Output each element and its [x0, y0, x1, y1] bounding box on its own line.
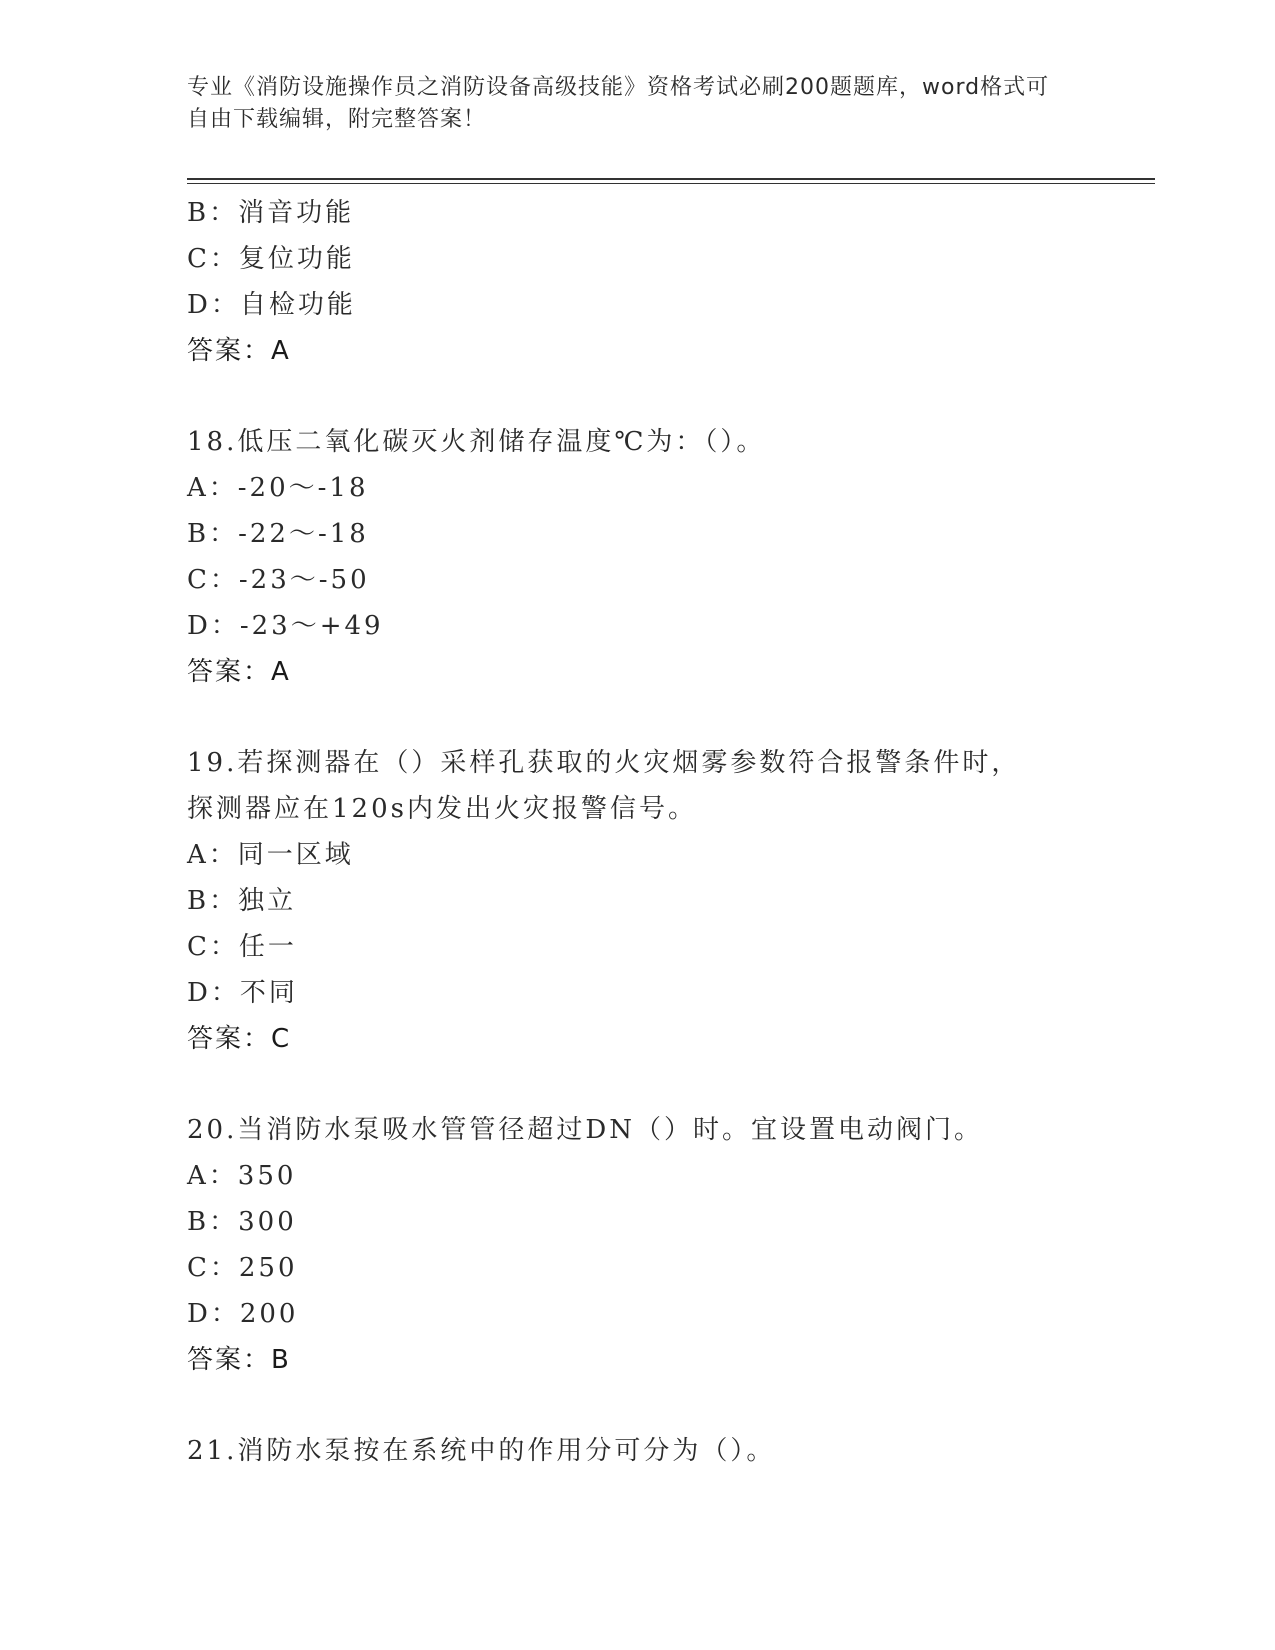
- option-d: D：自检功能: [187, 290, 356, 320]
- question-stem: 21.消防水泵按在系统中的作用分可分为（）。: [187, 1436, 776, 1466]
- question-21: [187, 1428, 1087, 1474]
- option-a: A：350: [187, 1161, 297, 1191]
- question-17-continuation: [187, 190, 1087, 374]
- answer-line: 答案：B: [187, 1345, 291, 1375]
- question-stem: 19.若探测器在（）采样孔获取的火灾烟雾参数符合报警条件时，探测器应在120s内发出火灾报警信号。: [187, 748, 1021, 824]
- option-b: B：-22～-18: [187, 519, 369, 549]
- answer-line: 答案：A: [187, 336, 291, 366]
- option-c: C：任一: [187, 932, 297, 962]
- question-18: [187, 419, 1087, 695]
- answer-line: 答案：C: [187, 1024, 292, 1054]
- option-c: C：250: [187, 1253, 298, 1283]
- option-d: D：-23～+49: [187, 611, 384, 641]
- option-c: C：-23～-50: [187, 565, 370, 595]
- option-b: B：300: [187, 1207, 297, 1237]
- question-stem: 20.当消防水泵吸水管管径超过DN（）时。宜设置电动阀门。: [187, 1115, 983, 1145]
- header-divider-thin: [187, 183, 1155, 184]
- option-b: B：消音功能: [187, 198, 355, 228]
- question-list: [187, 190, 1087, 1474]
- option-a: A：-20～-18: [187, 473, 369, 503]
- question-stem: 18.低压二氧化碳灭火剂储存温度℃为：（）。: [187, 427, 766, 457]
- document-header: 专业《消防设施操作员之消防设备高级技能》资格考试必刷200题题库，word格式可自由下载编辑，附完整答案！: [187, 75, 1050, 132]
- question-20: [187, 1107, 1087, 1383]
- option-d: D：200: [187, 1299, 299, 1329]
- header-divider: [187, 178, 1155, 180]
- answer-line: 答案：A: [187, 657, 291, 687]
- option-a: A：同一区域: [187, 840, 354, 870]
- question-19: [187, 740, 1087, 1062]
- option-d: D：不同: [187, 978, 298, 1008]
- option-c: C：复位功能: [187, 244, 355, 274]
- option-b: B：独立: [187, 886, 297, 916]
